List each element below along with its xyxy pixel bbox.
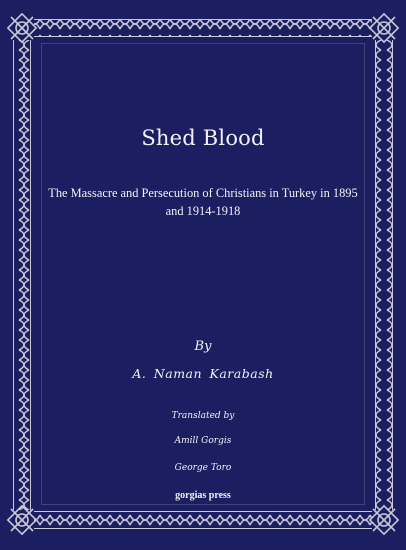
translator-name: Amill Gorgis xyxy=(174,436,232,446)
by-line: By xyxy=(194,339,212,354)
author-name: A. Naman Karabash xyxy=(132,366,274,381)
book-subtitle: The Massacre and Persecution of Christians in Turkey in 1895 and 1914-1918 xyxy=(48,186,358,218)
publisher-name: gorgias press xyxy=(175,490,231,501)
book-title: Shed Blood xyxy=(141,126,265,150)
translated-by-label: Translated by xyxy=(171,411,235,421)
translator-name: George Toro xyxy=(174,463,232,473)
